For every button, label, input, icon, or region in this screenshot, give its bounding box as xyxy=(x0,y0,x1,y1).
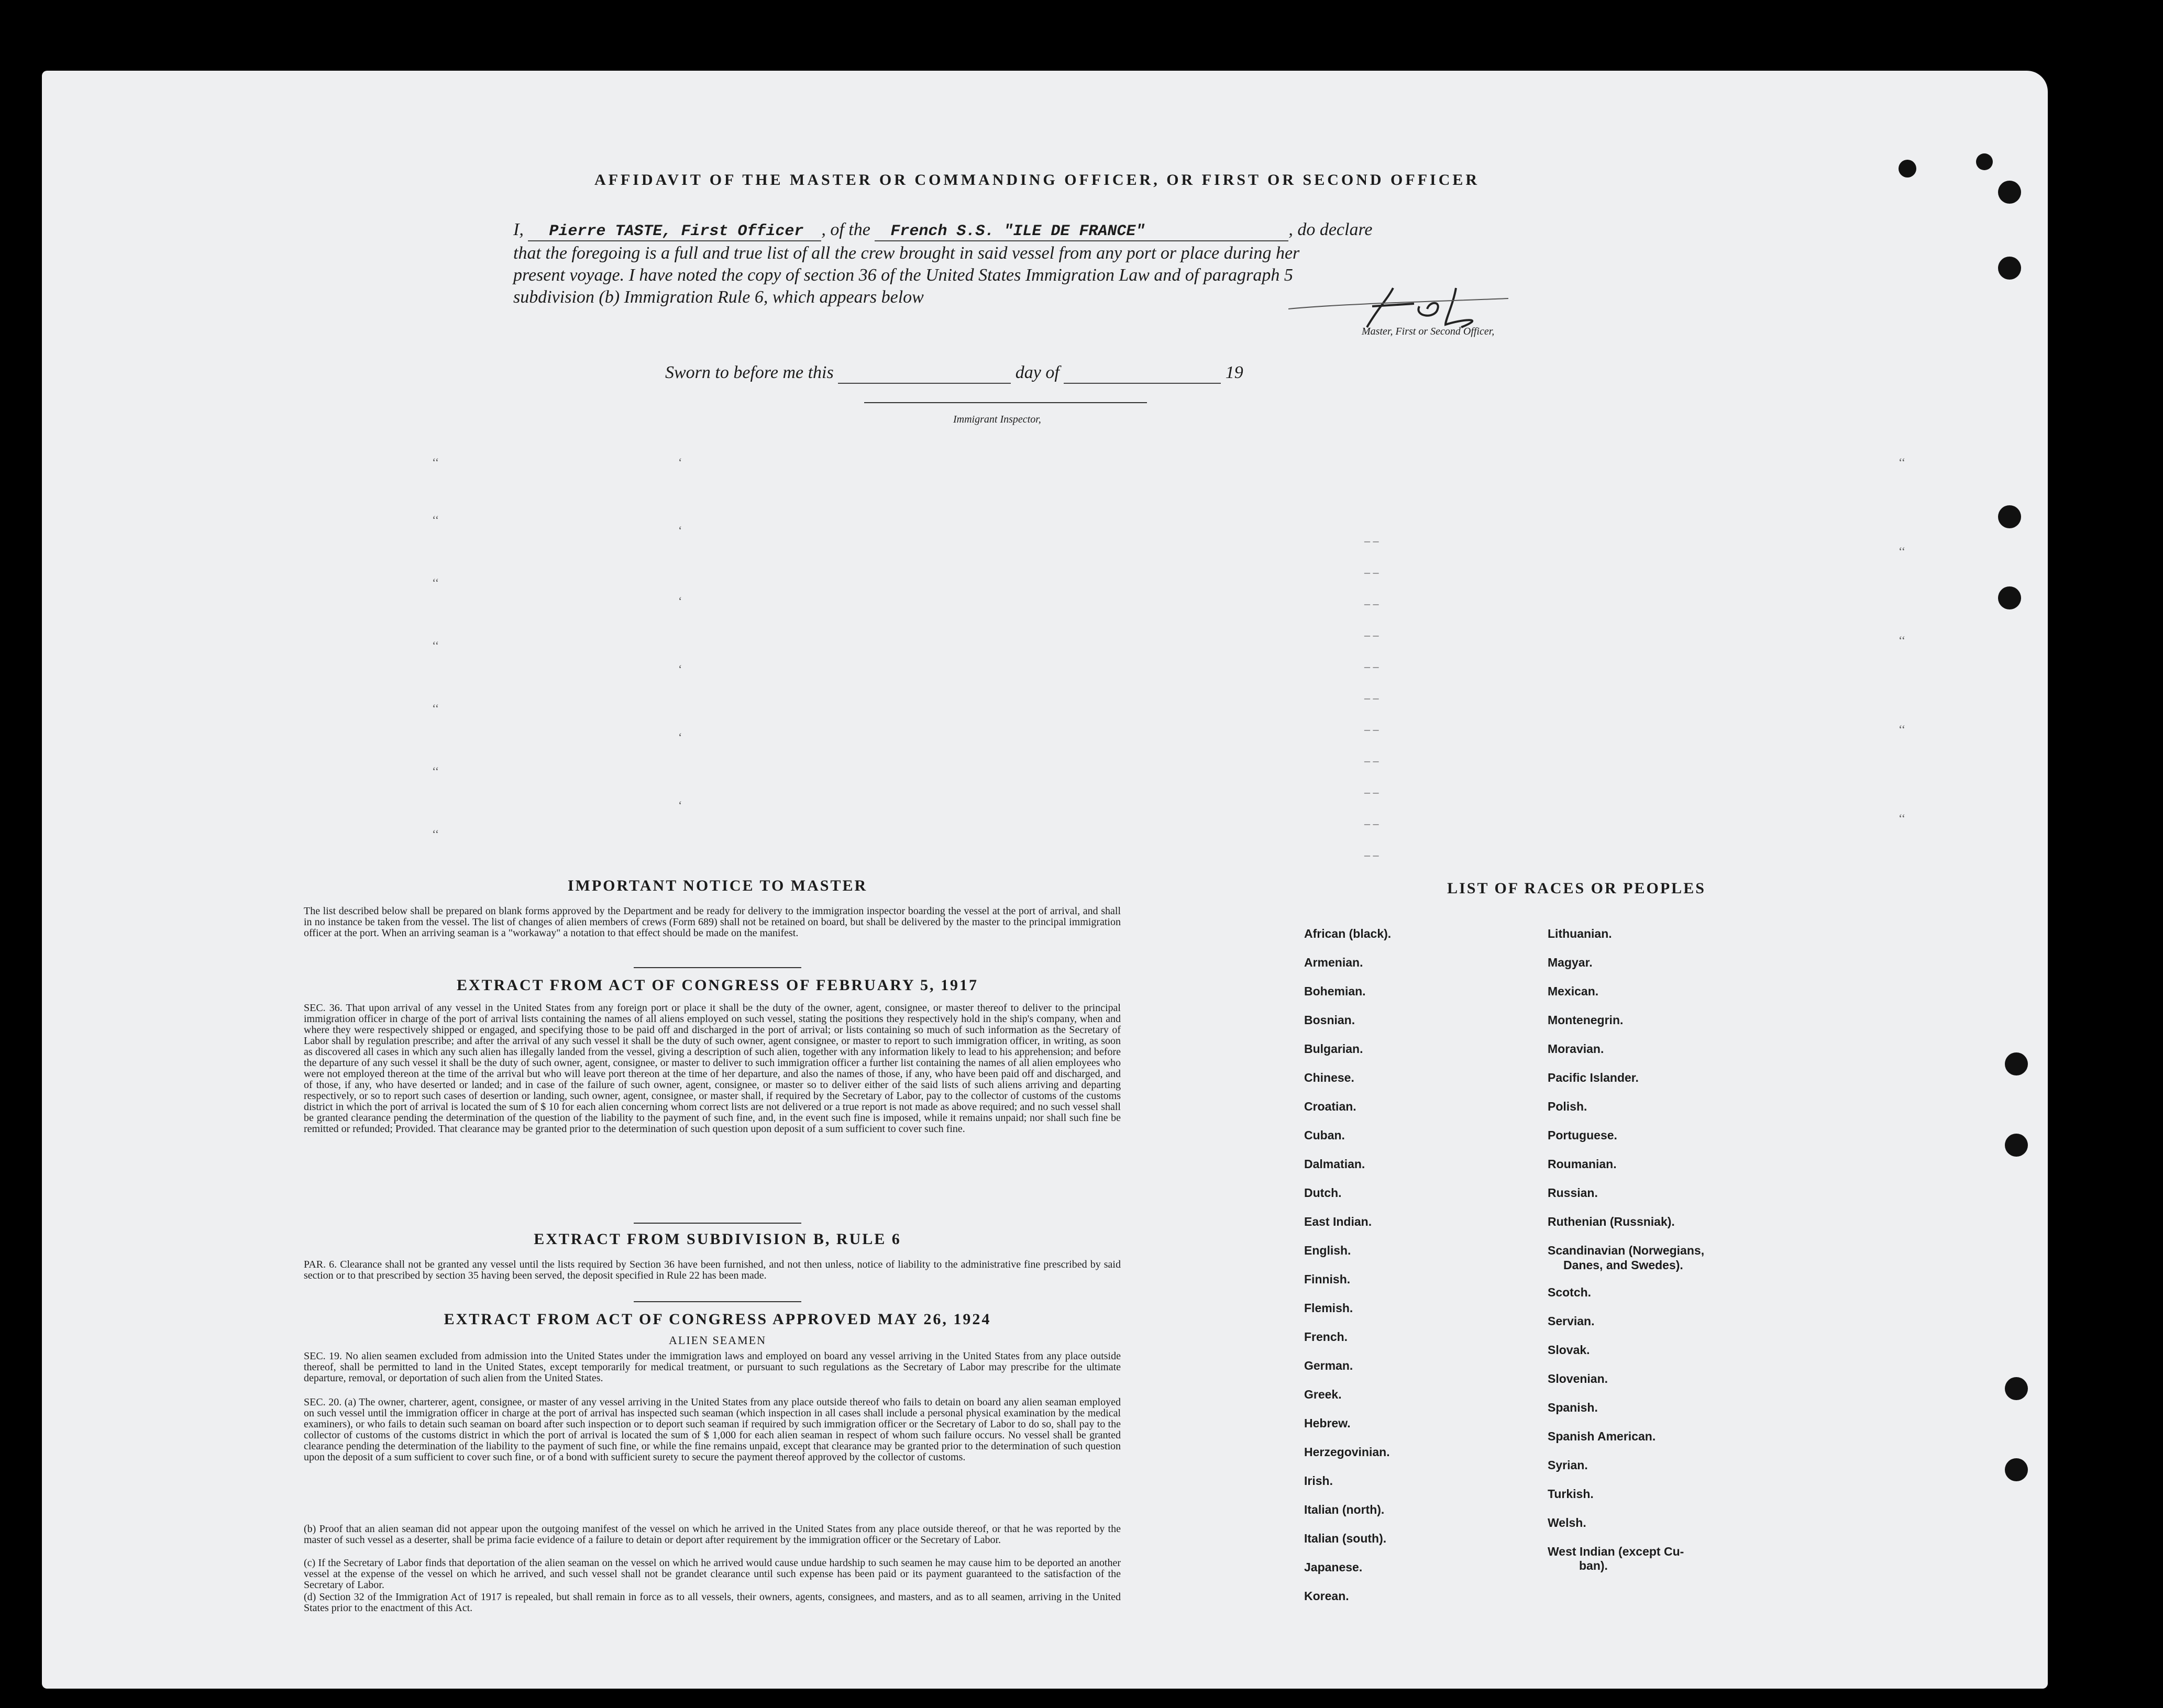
extract-1917-body: SEC. 36. That upon arrival of any vessel in the United States from any foreign port or place it shall be the duty of the owner, agent, consignee, or master thereof to deliver to the principal immigration officer in charge of the port of arrival lists containing the names of all aliens employed on such vessel, stating the positions they respectively hold in the ship's company, when and where they were respectively shipped or engaged, and specifying those to be paid off and discharged in the port of arrival; or lists containing so much of such information as the Secretary of Labor shall by regulation prescribe; and after the arrival of any such vessel it shall be the duty of such owner, agent consignee, or master to report to such immigration officer, in writing, as soon as discovered all cases in which any such alien has illegally landed from the vessel, giving a description of such alien, together with any information likely to lead to his apprehension; and before the departure of any such vessel it shall be the duty of such owner, agent, consignee, or master to deliver to such immigration officer a further list containing the names of all alien employees who were not employed thereon at the time of the arrival but who will leave port thereon at the time of her departure, and also the names of those, if any, who have been paid off and discharged, and of those, if any, who have deserted or landed; and in case of the failure of such owner, agent, consignee, or master so to deliver either of the said lists of such aliens arriving and departing respectively, or so to report such cases of desertion or landing, such owner, agent, consignee, or master shall, if required by the Secretary of Labor, pay to the collector of customs of the customs district in which the port of arrival is located the sum of $ 10 for each alien concerning whom correct lists are not delivered or a true report is not made as above required; and no such vessel shall be granted clearance pending the determination of the question of the liability to the payment of such fine, and, in the event such fine is imposed, while it remains unpaid; nor shall such fine be remitted or refunded; Provided. That clearance may be granted prior to the determination of such question upon deposit of a sum sufficient to cover such fine. xyxy=(304,1002,1121,1135)
extract-rule6-title: EXTRACT FROM SUBDIVISION B, RULE 6 xyxy=(534,1230,901,1248)
race-item: Italian (north). xyxy=(1304,1503,1385,1516)
race-item: Chinese. xyxy=(1304,1071,1354,1084)
column-tick: ‘ xyxy=(678,524,682,537)
column-tick: ‘ xyxy=(678,730,682,744)
column-tick: – – xyxy=(1364,565,1379,579)
column-tick: – – xyxy=(1364,628,1379,641)
column-tick: – – xyxy=(1364,660,1379,673)
affidavit-line-1 xyxy=(513,220,1561,241)
race-item: Ruthenian (Russniak). xyxy=(1548,1215,1675,1228)
column-tick: ‘ xyxy=(678,594,682,607)
race-item: Polish. xyxy=(1548,1100,1587,1113)
column-tick: – – xyxy=(1364,754,1379,767)
race-item: Danes, and Swedes). xyxy=(1563,1258,1683,1272)
race-item: Herzegovinian. xyxy=(1304,1445,1390,1459)
sworn-line xyxy=(665,363,1398,384)
race-item: Turkish. xyxy=(1548,1487,1594,1501)
race-item: Bosnian. xyxy=(1304,1013,1355,1027)
affidavit-title: AFFIDAVIT OF THE MASTER OR COMMANDING OFFICER, OR FIRST OR SECOND OFFICER xyxy=(594,171,1480,188)
extract-1924-title: EXTRACT FROM ACT OF CONGRESS APPROVED MAY 26, 1924 xyxy=(444,1311,991,1328)
race-item: Cuban. xyxy=(1304,1128,1345,1142)
race-item: Slovak. xyxy=(1548,1343,1590,1357)
affidavit-line-3: present voyage. I have noted the copy of section 36 of the United States Immigration Law and of paragraph 5 xyxy=(513,265,1293,285)
inspector-label: Immigrant Inspector, xyxy=(953,414,1041,425)
column-tick: – – xyxy=(1364,785,1379,798)
officer-name-field: Pierre TASTE, First Officer xyxy=(528,223,821,241)
race-item: Spanish. xyxy=(1548,1401,1598,1414)
affidavit-of-the: , of the xyxy=(821,220,870,239)
column-tick: ‘‘ xyxy=(432,456,439,469)
extract-1924-sec20: SEC. 20. (a) The owner, charterer, agent, consignee, or master of any vessel arriving in the United States from any place outside thereof who fails to detain on board any alien seaman employed on such vessel until the immigration officer in charge at the port of arrival has inspected such seaman (which inspection in all cases shall include a personal physical examination by the medical examiners), or who fails to detain such seaman on board after such inspection or to deport such seaman if required by such immigration officer or the Secretary of Labor to do so, shall pay to the collector of customs of the customs district in which the port of arrival is located the sum of $ 1,000 for each alien seaman in respect of whom such failure occurs. No vessel shall be granted clearance pending the determination of the liability to the payment of such fine, or while the fine remains unpaid, except that clearance may be granted prior to the determination of such question upon the deposit of a sum sufficient to cover such fine, or of a bond with sufficient surety to secure the payment thereof approved by the collector of customs. xyxy=(304,1396,1121,1463)
race-item: Pacific Islander. xyxy=(1548,1071,1639,1084)
binder-hole xyxy=(2005,1134,2028,1157)
column-tick: ‘ xyxy=(678,798,682,812)
race-item: Greek. xyxy=(1304,1388,1342,1401)
race-item: Welsh. xyxy=(1548,1516,1586,1529)
sworn-label: Sworn to before me this xyxy=(665,363,834,382)
column-tick: ‘‘ xyxy=(1899,545,1906,558)
race-item: English. xyxy=(1304,1244,1351,1257)
extract-1924-sec19: SEC. 19. No alien seamen excluded from admission into the United States under the immigration laws and employed on board any vessel arriving in the United States from any place outside thereof, shall be permitted to land in the United States, except temporarily for medical treatment, or pursuant to such regulations as the Secretary of Labor may prescribe for the ultimate departure, removal, or deportation of such alien from the United States. xyxy=(304,1350,1121,1384)
race-item: Japanese. xyxy=(1304,1560,1363,1574)
race-item: Armenian. xyxy=(1304,956,1363,969)
binder-hole xyxy=(2005,1377,2028,1400)
race-item: German. xyxy=(1304,1359,1353,1372)
binder-hole xyxy=(1976,153,1993,170)
column-tick: ‘‘ xyxy=(432,576,439,589)
affidavit-i: I, xyxy=(513,220,524,239)
affidavit-line-2: that the foregoing is a full and true list of all the crew brought in said vessel from any port or place during her xyxy=(513,243,1300,263)
race-item: Servian. xyxy=(1548,1314,1595,1328)
race-item: Italian (south). xyxy=(1304,1532,1387,1545)
race-item: West Indian (except Cu- xyxy=(1548,1545,1684,1558)
section-divider xyxy=(634,1301,801,1302)
column-tick: ‘ xyxy=(678,456,682,469)
race-item: Finnish. xyxy=(1304,1272,1351,1286)
race-item: Roumanian. xyxy=(1548,1157,1617,1171)
column-tick: ‘‘ xyxy=(432,639,439,652)
race-item: Magyar. xyxy=(1548,956,1593,969)
column-tick: ‘‘ xyxy=(1899,634,1906,647)
race-item: Portuguese. xyxy=(1548,1128,1617,1142)
race-item: Flemish. xyxy=(1304,1301,1353,1315)
race-item: ban). xyxy=(1579,1559,1608,1572)
extract-1924-subtitle: ALIEN SEAMEN xyxy=(669,1334,766,1347)
binder-hole xyxy=(1998,181,2021,204)
race-item: French. xyxy=(1304,1330,1348,1344)
race-item: Moravian. xyxy=(1548,1042,1604,1056)
affidavit-do-declare: , do declare xyxy=(1288,220,1373,239)
section-divider xyxy=(634,1223,801,1224)
race-item: Dalmatian. xyxy=(1304,1157,1365,1171)
race-item: Korean. xyxy=(1304,1589,1349,1603)
race-item: East Indian. xyxy=(1304,1215,1372,1228)
column-tick: ‘‘ xyxy=(1899,456,1906,469)
race-item: Scandinavian (Norwegians, xyxy=(1548,1244,1705,1257)
section-divider xyxy=(634,967,801,968)
signature-caption: Master, First or Second Officer, xyxy=(1362,326,1495,337)
column-tick: ‘‘ xyxy=(432,513,439,526)
races-title: LIST OF RACES OR PEOPLES xyxy=(1447,880,1706,897)
race-item: Bohemian. xyxy=(1304,984,1366,998)
notice-title: IMPORTANT NOTICE TO MASTER xyxy=(567,877,868,894)
sworn-month-field xyxy=(1064,363,1221,384)
binder-hole xyxy=(1998,586,2021,609)
race-item: Bulgarian. xyxy=(1304,1042,1363,1056)
column-tick: ‘‘ xyxy=(432,702,439,715)
binder-hole xyxy=(2005,1458,2028,1481)
binder-hole xyxy=(1998,257,2021,280)
race-item: Irish. xyxy=(1304,1474,1333,1488)
column-tick: – – xyxy=(1364,597,1379,610)
column-tick: – – xyxy=(1364,691,1379,704)
sworn-day-field xyxy=(838,363,1011,384)
race-item: Montenegrin. xyxy=(1548,1013,1624,1027)
race-item: Scotch. xyxy=(1548,1285,1592,1299)
column-tick: ‘‘ xyxy=(1899,723,1906,736)
extract-1924-c: (c) If the Secretary of Labor finds that deportation of the alien seaman on the vessel on which he arrived would cause undue hardship to such seamen he may cause him to be deported an another vessel at the expense of the vessel on which he arrived, and such vessel shall not be grandet clearance until such expense has been paid or its payment guaranteed to the satisfaction of the Secretary of Labor. xyxy=(304,1557,1121,1591)
binder-hole xyxy=(1998,505,2021,528)
column-tick: – – xyxy=(1364,817,1379,830)
race-item: Slovenian. xyxy=(1548,1372,1608,1385)
column-tick: – – xyxy=(1364,534,1379,547)
day-of-label: day of xyxy=(1015,363,1060,382)
race-item: African (black). xyxy=(1304,927,1392,940)
column-tick: – – xyxy=(1364,723,1379,736)
binder-hole xyxy=(2005,1052,2028,1075)
column-tick: ‘‘ xyxy=(1899,812,1906,825)
vessel-name-field: French S.S. "ILE DE FRANCE" xyxy=(875,223,1288,241)
race-item: Spanish American. xyxy=(1548,1429,1656,1443)
race-item: Syrian. xyxy=(1548,1458,1588,1472)
extract-1917-title: EXTRACT FROM ACT OF CONGRESS OF FEBRUARY 5, 1917 xyxy=(456,977,979,994)
notice-body: The list described below shall be prepared on blank forms approved by the Department and be ready for delivery to the immigration inspector boarding the vessel at the port of arrival, and shall in no instance be taken from the vessel. The list of changes of alien members of crews (Form 689) shall not be retained on board, but shall be delivered by the master to the principal immigration officer at the port. When an arriving seaman is a "workaway" a notation to that effect should be made on the manifest. xyxy=(304,905,1121,939)
extract-1924-b: (b) Proof that an alien seaman did not appear upon the outgoing manifest of the vessel on which he arrived in the United States from any place outside thereof, or that he was reported by the master of such vessel as a deserter, shall be prima facie evidence of a failure to detain or deport after requirement by the immigration officer or the Secretary of Labor. xyxy=(304,1523,1121,1546)
column-tick: ‘‘ xyxy=(432,764,439,778)
column-tick: ‘‘ xyxy=(432,827,439,840)
race-item: Lithuanian. xyxy=(1548,927,1612,940)
affidavit-line-4: subdivision (b) Immigration Rule 6, which appears below xyxy=(513,287,924,307)
race-item: Russian. xyxy=(1548,1186,1598,1200)
binder-hole xyxy=(1899,160,1916,178)
document-page xyxy=(42,71,2048,1689)
year-prefix: 19 xyxy=(1225,363,1243,382)
column-tick: ‘ xyxy=(678,662,682,675)
column-tick: – – xyxy=(1364,848,1379,861)
race-item: Dutch. xyxy=(1304,1186,1342,1200)
race-item: Croatian. xyxy=(1304,1100,1356,1113)
race-item: Mexican. xyxy=(1548,984,1599,998)
race-item: Hebrew. xyxy=(1304,1416,1351,1430)
inspector-signature-line xyxy=(864,402,1147,403)
extract-1924-d: (d) Section 32 of the Immigration Act of 1917 is repealed, but shall remain in force as to all vessels, their owners, agents, consignees, and masters, and as to all seamen, arriving in the United States prior to the enactment of this Act. xyxy=(304,1591,1121,1614)
extract-rule6-body: PAR. 6. Clearance shall not be granted any vessel until the lists required by Section 36 have been furnished, and not then unless, notice of liability to the administrative fine prescribed by said section or to that prescribed by section 35 having been served, the deposit specified in Rule 22 has been made. xyxy=(304,1259,1121,1281)
